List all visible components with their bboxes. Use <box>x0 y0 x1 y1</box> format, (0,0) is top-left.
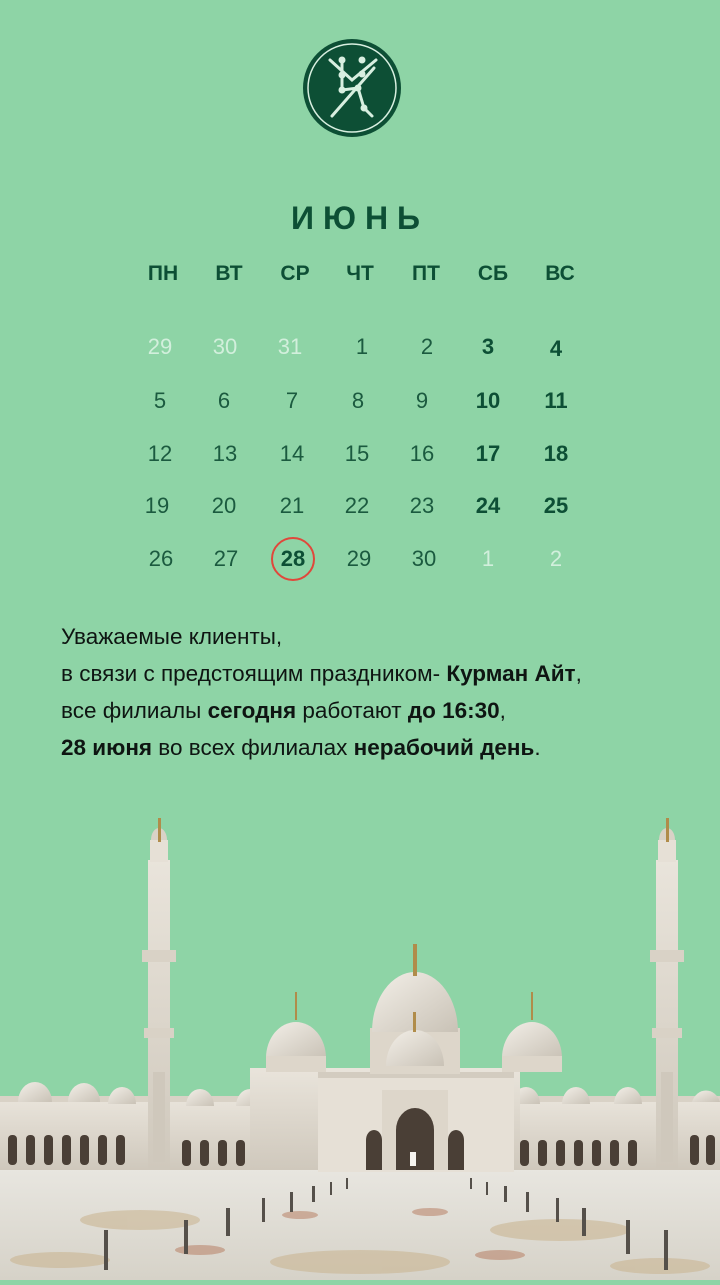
calendar-grid <box>0 0 720 600</box>
calendar-day: 18 <box>543 441 569 466</box>
notice-emphasis: нерабочий день <box>353 735 535 760</box>
calendar-day: 30 <box>212 334 238 359</box>
mosque-illustration <box>0 800 720 1280</box>
calendar-day: 4 <box>549 336 563 361</box>
calendar-day: 14 <box>279 441 305 466</box>
calendar-day: 17 <box>475 441 501 466</box>
calendar-day-highlighted: 28 <box>280 546 306 571</box>
notice-greeting: Уважаемые клиенты, <box>61 624 283 649</box>
calendar-day: 13 <box>212 441 238 466</box>
calendar-day: 29 <box>346 546 372 571</box>
notice-line <box>61 729 701 766</box>
weekday-sun: ВС <box>545 262 575 285</box>
notice-text: , <box>499 698 506 723</box>
calendar-day: 22 <box>344 493 370 518</box>
notice-line <box>61 618 701 655</box>
calendar-day: 23 <box>409 493 435 518</box>
calendar-day: 6 <box>217 388 231 413</box>
weekday-thu: ЧТ <box>346 262 374 285</box>
calendar-day: 7 <box>285 388 299 413</box>
notice-text: работают <box>296 698 408 723</box>
calendar-day: 30 <box>411 546 437 571</box>
weekday-mon: ПН <box>147 262 179 285</box>
calendar-day: 24 <box>475 493 501 518</box>
notice-text: . <box>534 735 541 760</box>
calendar-day: 16 <box>409 441 435 466</box>
calendar-day: 1 <box>481 546 495 571</box>
weekday-sat: СБ <box>477 262 509 285</box>
weekday-fri: ПТ <box>412 262 440 285</box>
calendar-day: 8 <box>351 388 365 413</box>
calendar-day: 26 <box>148 546 174 571</box>
notice-text: в связи с предстоящим праздником- <box>61 661 447 686</box>
closing-time: до 16:30 <box>407 698 500 723</box>
calendar-day: 1 <box>355 334 369 359</box>
calendar-day: 12 <box>147 441 173 466</box>
calendar-day: 2 <box>549 546 563 571</box>
calendar-day: 20 <box>211 493 237 518</box>
calendar-day: 21 <box>279 493 305 518</box>
calendar-day: 15 <box>344 441 370 466</box>
notice-emphasis: сегодня <box>207 698 297 723</box>
notice-line <box>61 655 701 692</box>
notice-text: во всех филиалах <box>152 735 354 760</box>
weekday-tue: ВТ <box>215 262 243 285</box>
holiday-notice <box>61 618 701 766</box>
calendar-day: 11 <box>544 388 568 413</box>
calendar-day: 5 <box>153 388 167 413</box>
notice-line <box>61 692 701 729</box>
calendar-day: 25 <box>543 493 569 518</box>
holiday-name: Курман Айт <box>446 661 576 686</box>
calendar-day: 27 <box>213 546 239 571</box>
notice-text: , <box>575 661 582 686</box>
calendar-day: 31 <box>277 334 303 359</box>
month-title: ИЮНЬ <box>290 200 430 236</box>
notice-text: все филиалы <box>61 698 208 723</box>
calendar-day: 3 <box>481 334 495 359</box>
calendar-day: 9 <box>415 388 429 413</box>
calendar-day: 10 <box>475 388 501 413</box>
weekday-wed: СР <box>280 262 310 285</box>
calendar-day: 29 <box>147 334 173 359</box>
calendar-day: 19 <box>144 493 170 518</box>
calendar-day: 2 <box>420 334 434 359</box>
holiday-date: 28 июня <box>61 735 153 760</box>
